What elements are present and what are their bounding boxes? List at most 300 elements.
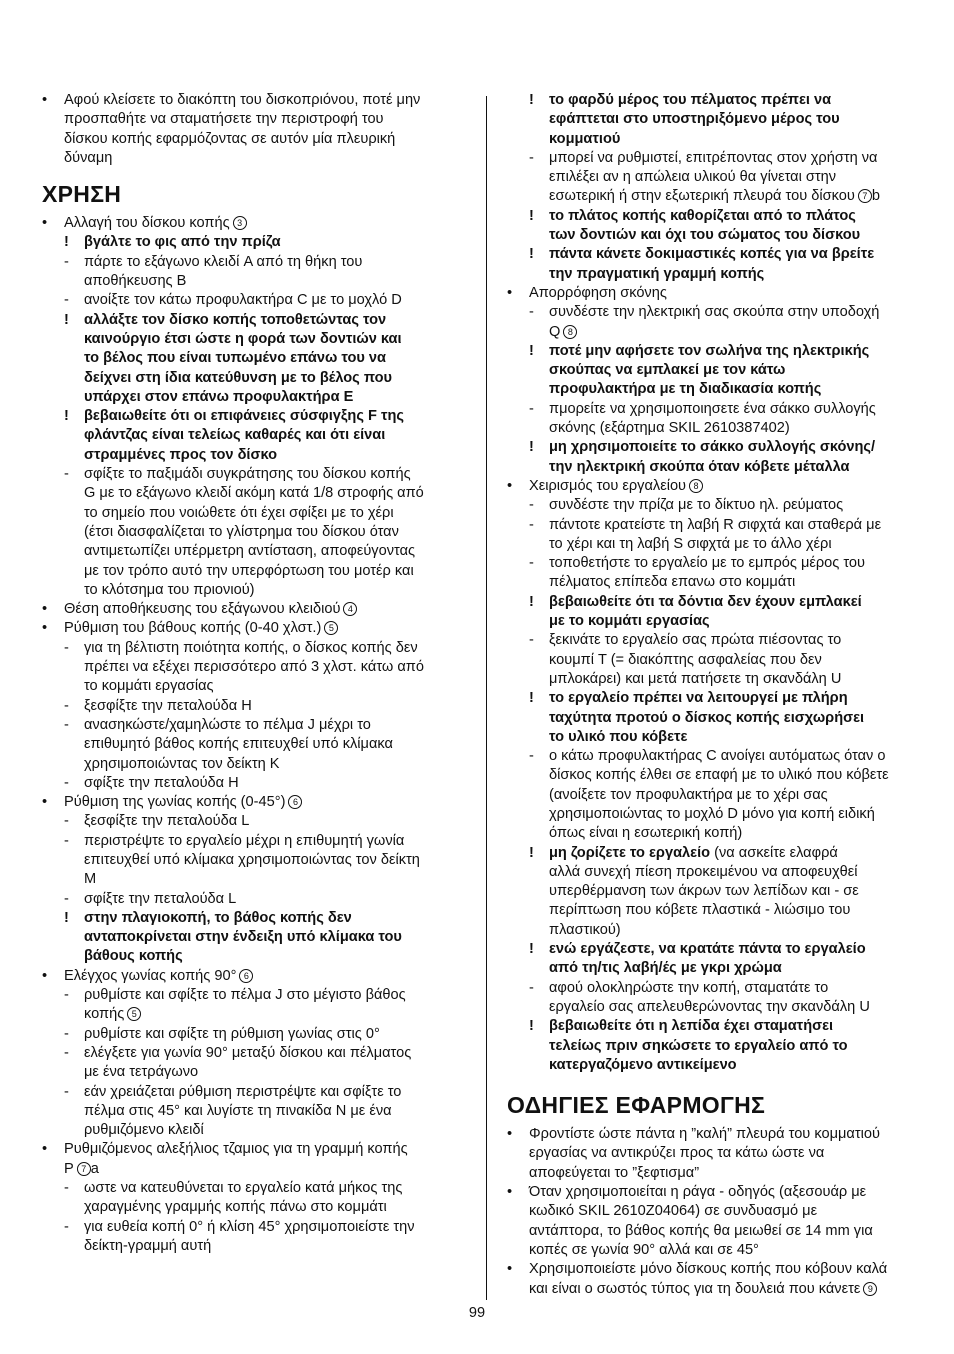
- line-text: ρυθμιζόμενο κλειδί: [84, 1122, 204, 1139]
- line-text: το κομμάτι εργασίας: [84, 678, 214, 695]
- figure-reference-number: 8: [689, 479, 703, 493]
- line-text: το εργαλείο πρέπει να λειτουργεί με πλήρη: [549, 690, 848, 707]
- text-line: [507, 1260, 912, 1279]
- text-line: [507, 265, 912, 284]
- line-text: και είναι ο σωστός τύπος για τη δουλειά που κάνετε: [529, 1280, 861, 1297]
- text-line: [42, 774, 465, 793]
- line-text: το υλικό που κόβετε: [549, 728, 688, 745]
- dash-marker: -: [529, 748, 534, 765]
- text-line: [507, 1280, 912, 1299]
- line-text: Ελέγχος γωνίας κοπής 90°: [64, 967, 237, 984]
- text-line: [42, 1198, 465, 1217]
- line-text: ελέγξετε για γωνία 90° μεταξύ δίσκου και πέλματος: [84, 1044, 412, 1061]
- line-text: το χέρι και τη λαβή S σιφχτά με το άλλο χέρι: [549, 535, 832, 552]
- text-line: [507, 1056, 912, 1075]
- text-line: [42, 562, 465, 581]
- text-line: [507, 400, 912, 419]
- figure-reference-number: 5: [127, 1007, 141, 1021]
- figure-reference-number: 4: [343, 602, 357, 616]
- line-text: το βέλος που είναι τυπωμένο επάνω του να: [84, 350, 386, 367]
- bullet-marker: •: [507, 1184, 513, 1201]
- line-text: εάν χρειάζεται ρύθμιση περιστρέψτε και σφίξτε το: [84, 1083, 402, 1100]
- dash-marker: -: [64, 890, 69, 907]
- line-text: υπερθέρμανση των άκρων των λεπίδων και - σε: [549, 883, 859, 900]
- line-text: κωδικό SKIL 2610Z04064) σε συνδυασμό με: [529, 1203, 818, 1220]
- text-line: [42, 465, 465, 484]
- text-line: [42, 311, 465, 330]
- text-line: [507, 91, 912, 110]
- bullet-marker: •: [507, 1261, 513, 1278]
- text-line: [42, 253, 465, 272]
- line-text: χρησιμοποιώντας τον δείκτη K: [84, 755, 280, 772]
- left-column: [42, 91, 465, 1256]
- text-line: [507, 979, 912, 998]
- line-text: ο κάτω προφυλακτήρας C ανοίγει αυτόματως όταν ο: [549, 748, 886, 765]
- bullet-marker: •: [42, 620, 48, 637]
- line-text: M: [84, 871, 97, 888]
- line-text: αλλάξτε τον δίσκο κοπής τοποθετώντας τον: [84, 311, 387, 328]
- line-text: αλλά συνεχή πίεση προκειμένου να αποφευχθεί: [549, 863, 858, 880]
- line-text: κοπής: [84, 1006, 125, 1023]
- text-line: [507, 709, 912, 728]
- text-line: [42, 986, 465, 1005]
- column-divider: [486, 96, 487, 1300]
- line-text: προφυλακτήρα με τη διαδικασία κοπής: [549, 381, 822, 398]
- figure-reference-number: 5: [324, 621, 338, 635]
- line-text: πέλματος επίπεδα επανω στο κομμάτι: [549, 574, 796, 591]
- line-text: επιθυμητό βάθος κοπής επιτευχθεί υπό κλίμακα: [84, 736, 393, 753]
- text-line: [507, 612, 912, 631]
- bullet-marker: •: [42, 1141, 48, 1158]
- line-text: πάρτε το εξάγωνο κλειδί A από τη θήκη του: [84, 253, 363, 270]
- dash-marker: -: [64, 832, 69, 849]
- bullet-marker: •: [42, 601, 48, 618]
- text-line: [42, 1044, 465, 1063]
- text-line: [507, 323, 912, 342]
- warning-marker: !: [529, 439, 534, 456]
- text-line: [42, 369, 465, 388]
- line-text: εφάπτεται στο υποστηριξόμενο μέρος του: [549, 111, 840, 128]
- line-text: επιτευχθεί υπό κλίμακα χρησιμοποιώντας τον δείκτη: [84, 851, 420, 868]
- line-text: σφίξτε το παξιμάδι συγκράτησης του δίσκου κοπής: [84, 466, 411, 483]
- line-text: για ευθεία κοπή 0° ή κλίση 45° χρησιμοποιείστε την: [84, 1218, 415, 1235]
- text-line: [507, 419, 912, 438]
- line-text: Ρύθμιση της γωνίας κοπής (0-45°): [64, 794, 286, 811]
- line-text: στραμμένες προς τον δίσκο: [84, 446, 278, 463]
- line-text: κουμπί T (= διακόπτης ασφαλείας που δεν: [549, 651, 822, 668]
- text-line: [507, 516, 912, 535]
- text-line: [42, 697, 465, 716]
- warning-marker: !: [529, 941, 534, 958]
- intro-list: [42, 91, 465, 168]
- text-line: [42, 1179, 465, 1198]
- text-line: [42, 1005, 465, 1024]
- text-line: [42, 600, 465, 619]
- line-text: μπλοκάρει) και μετά πατήσετε τη σκανδάλη U: [549, 670, 842, 687]
- line-text: Θέση αποθήκευσης του εξάγωνου κλειδιού: [64, 601, 341, 618]
- text-line: [507, 593, 912, 612]
- text-line: [42, 832, 465, 851]
- section-heading-application-tips: ΟΔΗΓΙΕΣ ΕΦΑΡΜΟΓΗΣ: [507, 1092, 766, 1119]
- line-text: βάθους κοπής: [84, 948, 183, 965]
- line-text: (έτσι διασφαλίζεται το γλίστρημα του δίσκου όταν: [84, 523, 399, 540]
- text-line: [42, 581, 465, 600]
- text-line: [507, 747, 912, 766]
- text-line: [507, 1017, 912, 1036]
- text-line: [507, 1125, 912, 1144]
- text-line: [507, 361, 912, 380]
- line-text: με ένα τετράγωνο: [84, 1064, 199, 1081]
- line-text-suffix: b: [871, 188, 880, 205]
- line-text: ταχύτητα προτού ο δίσκος κοπής εισχωρήσει: [549, 709, 865, 726]
- dash-marker: -: [529, 304, 534, 321]
- line-text: βεβαιωθείτε ότι τα δόντια δεν έχουν εμπλακεί: [549, 593, 862, 610]
- line-text: φλάντζας είναι τελείως καθαρές και ότι είναι: [84, 427, 386, 444]
- text-line: [42, 1025, 465, 1044]
- line-text: Αφού κλείσετε το διακόπτη του δισκοπριόνου, ποτέ μην: [64, 92, 421, 108]
- text-line: [507, 110, 912, 129]
- line-text: την ηλεκτρική σκούπα όταν κόβετε μέταλλα: [549, 458, 850, 475]
- text-line: [42, 542, 465, 561]
- line-text: περίπτωση που κόβετε πλαστικά - λιώσιμο του: [549, 902, 851, 919]
- dash-marker: -: [64, 697, 69, 714]
- text-line: [507, 728, 912, 747]
- warning-marker: !: [529, 342, 534, 359]
- text-line: [42, 330, 465, 349]
- dash-marker: -: [529, 555, 534, 572]
- figure-reference-number: 8: [563, 325, 577, 339]
- line-text: ανταποκρίνεται στην ένδειξη υπό κλίμακα του: [84, 929, 402, 946]
- line-text: την πραγματική γραμμή κοπής: [549, 265, 765, 282]
- page-number: 99: [468, 1305, 486, 1321]
- text-line: [42, 523, 465, 542]
- dash-marker: -: [529, 149, 534, 166]
- line-text: κομματιού: [549, 130, 621, 147]
- line-text: υπάρχει στον επάνω προφυλακτήρα E: [84, 388, 354, 405]
- line-text: το πλάτος κοπής καθορίζεται από το πλάτος: [549, 207, 856, 224]
- text-line: [42, 812, 465, 831]
- text-line: [507, 1164, 912, 1183]
- text-line: [42, 755, 465, 774]
- line-text: για τη βέλτιστη ποιότητα κοπής, ο δίσκος κοπής δεν: [84, 639, 418, 656]
- line-text: με το κομμάτι εργασίας: [549, 613, 710, 630]
- line-text: μη χρησιμοποιείτε το σάκκο συλλογής σκόνης/: [549, 439, 876, 456]
- text-line: [42, 851, 465, 870]
- line-text-suffix: a: [90, 1160, 99, 1177]
- dash-marker: -: [64, 1025, 69, 1042]
- bullet-marker: •: [507, 284, 513, 301]
- line-text: ποτέ μην αφήσετε τον σωλήνα της ηλεκτρικής: [549, 342, 870, 359]
- text-line: [507, 998, 912, 1017]
- text-line: [507, 1202, 912, 1221]
- text-line: [507, 245, 912, 264]
- line-text: πάντοτε κρατείστε τη λαβή R σιφχτά και σταθερά με: [549, 516, 882, 533]
- line-text: επιλέξει αν η απώλεια υλικού θα γίνεται στην: [549, 169, 837, 186]
- line-text: αποφεύγεται το ”ξεφτισμα”: [529, 1164, 700, 1181]
- dash-marker: -: [64, 639, 69, 656]
- warning-marker: !: [529, 844, 534, 861]
- bullet-marker: •: [507, 1126, 513, 1143]
- text-line: [42, 233, 465, 252]
- line-text: Ρυθμιζόμενος αλεξήλιος τζαμιος για τη γραμμή κοπής: [64, 1141, 408, 1158]
- line-text: σφίξτε την πεταλούδα H: [84, 774, 239, 791]
- bullet-marker: •: [42, 215, 48, 232]
- text-line: [42, 110, 465, 129]
- bullet-marker: •: [42, 794, 48, 811]
- text-line: [42, 870, 465, 889]
- dash-marker: -: [529, 516, 534, 533]
- line-text: Όταν χρησιμοποιείται η ράγα - οδηγός (αξεσουάρ με: [529, 1184, 867, 1201]
- warning-marker: !: [529, 207, 534, 224]
- dash-marker: -: [529, 400, 534, 417]
- text-line: [42, 639, 465, 658]
- line-text: μη ζορίζετε το εργαλείο: [549, 844, 711, 861]
- bullet-marker: •: [42, 967, 48, 984]
- text-line: [507, 901, 912, 920]
- text-line: [507, 824, 912, 843]
- text-line: [42, 619, 465, 638]
- text-line: [507, 921, 912, 940]
- text-line: [42, 349, 465, 368]
- line-text: ρυθμίστε και σφίξτε το πέλμα J στο μέγιστο βάθος: [84, 987, 406, 1004]
- text-line: [42, 1121, 465, 1140]
- line-text: χρησιμοποιώντας το μοχλό D μόνο για κοπή ειδική: [549, 805, 875, 822]
- line-text: σκούπας να εμπλακεί με τον κάτω: [549, 362, 786, 379]
- text-line: [507, 187, 912, 206]
- line-text: αντάπτορα, το βάθος κοπής θα μειωθεί σε 14 mm για: [529, 1222, 873, 1239]
- line-text: δίσκος κοπής έλθει σε επαφή με το υλικό που κόβετε: [549, 767, 889, 784]
- line-text: μπορεί να ρυθμιστεί, επιτρέποντας στον χρήστη να: [549, 149, 878, 166]
- line-text-suffix: (να ασκείτε ελαφρά: [710, 844, 838, 861]
- text-line: [507, 226, 912, 245]
- text-line: [42, 504, 465, 523]
- line-text: από τη/τις λαβή/ές με γκρι χρώμα: [549, 960, 782, 977]
- line-text: περιστρέψτε το εργαλείο μέχρι η επιθυμητή γωνία: [84, 832, 405, 849]
- line-text: πλαστικού): [549, 921, 621, 938]
- line-text: πμορείτε να χρησιμοποιησετε ένα σάκκο συλλογής: [549, 400, 876, 417]
- text-line: [42, 484, 465, 503]
- line-text: ξεκινάτε το εργαλείο σας πρώτα πιέσοντας το: [549, 632, 842, 649]
- line-text: G με το εξάγωνο κλειδί ακόμη κατά 1/8 στροφής από: [84, 485, 424, 502]
- figure-reference-number: 6: [239, 969, 253, 983]
- line-text: τοποθετήστε το εργαλείο με το εμπρός μέρος του: [549, 555, 866, 572]
- text-line: [507, 1222, 912, 1241]
- line-text: το φαρδύ μέρος του πέλματος πρέπει να: [549, 92, 832, 108]
- text-line: [42, 677, 465, 696]
- line-text: πρέπει να εξέχει περισσότερο από 3 χλστ. κάτω από: [84, 659, 424, 676]
- bullet-marker: •: [507, 477, 513, 494]
- text-line: [507, 1241, 912, 1260]
- line-text: εσωτερική ή στην εξωτερική πλευρά του δίσκου: [549, 188, 855, 205]
- line-text: ρυθμίστε και σφίξτε τη ρύθμιση γωνίας στις 0°: [84, 1025, 380, 1042]
- line-text: με τον τρόπο αυτό την υπερφόρτωση του μοτέρ και: [84, 562, 414, 579]
- text-line: [42, 426, 465, 445]
- line-text: ανοίξτε τον κάτω προφυλακτήρα C με το μοχλό D: [84, 292, 402, 309]
- text-line: [507, 863, 912, 882]
- text-line: [42, 928, 465, 947]
- line-text: Απορρόφηση σκόνης: [529, 284, 667, 301]
- text-line: [507, 535, 912, 554]
- line-text: δείκτη-γραμμή αυτή: [84, 1237, 212, 1254]
- warning-marker: !: [529, 92, 534, 108]
- warning-marker: !: [529, 690, 534, 707]
- text-line: [42, 149, 465, 168]
- line-text: το σημείο που νοιώθετε ότι έχει σφίξει με το χέρι: [84, 504, 394, 521]
- text-line: [507, 631, 912, 650]
- line-text: Αλλαγή του δίσκου κοπής: [64, 215, 230, 232]
- line-text: εργασίας να αντικρύζει προς τα κάτω ώστε να: [529, 1145, 825, 1162]
- text-line: [507, 554, 912, 573]
- text-line: [507, 940, 912, 959]
- line-text: πέλμα στις 45° και λυγίστε τη πινακίδα N με ένα: [84, 1102, 392, 1119]
- line-text: Χειρισμός του εργαλείου: [529, 477, 687, 494]
- line-text: (ανοίξετε τον προφυλακτήρα με το χέρι σας: [549, 786, 828, 803]
- dash-marker: -: [64, 1044, 69, 1061]
- line-text: συνδέστε την πρίζα με το δίκτυο ηλ. ρεύματος: [549, 497, 844, 514]
- right-column: [507, 91, 912, 1299]
- line-text: βεβαιωθείτε ότι η λεπίδα έχει σταματήσει: [549, 1018, 834, 1035]
- line-text: στην πλαγιοκοπή, το βάθος κοπής δεν: [84, 909, 352, 926]
- text-line: [42, 735, 465, 754]
- usage-instructions-continued-list: [507, 91, 912, 1075]
- dash-marker: -: [529, 979, 534, 996]
- text-line: [507, 573, 912, 592]
- text-line: [42, 1160, 465, 1179]
- line-text: καινούργιο έτσι ώστε η φορά των δοντιών και: [84, 330, 402, 347]
- text-line: [42, 130, 465, 149]
- text-line: [42, 446, 465, 465]
- text-line: [507, 805, 912, 824]
- line-text: Q: [549, 323, 561, 340]
- text-line: [507, 168, 912, 187]
- text-line: [507, 477, 912, 496]
- line-text: Χρησιμοποιείστε μόνο δίσκους κοπής που κόβουν καλά: [529, 1261, 888, 1278]
- warning-marker: !: [64, 234, 69, 251]
- text-line: [42, 1218, 465, 1237]
- text-line: [42, 1083, 465, 1102]
- warning-marker: !: [529, 593, 534, 610]
- dash-marker: -: [64, 466, 69, 483]
- usage-instructions-list: [42, 214, 465, 1256]
- dash-marker: -: [64, 1218, 69, 1235]
- text-line: [507, 149, 912, 168]
- figure-reference-number: 3: [233, 216, 247, 230]
- text-line: [42, 272, 465, 291]
- line-text: όπως είναι η εσωτερική κοπή): [549, 825, 743, 842]
- application-tips-list: [507, 1125, 912, 1299]
- dash-marker: -: [529, 632, 534, 649]
- line-text: ενώ εργάζεστε, να κρατάτε πάντα το εργαλείο: [549, 941, 866, 958]
- figure-reference-number: 7: [77, 1162, 91, 1176]
- text-line: [42, 1102, 465, 1121]
- text-line: [507, 207, 912, 226]
- text-line: [42, 967, 465, 986]
- line-text: P: [64, 1160, 74, 1177]
- text-line: [507, 496, 912, 515]
- line-text: ξεσφίξτε την πεταλούδα L: [84, 813, 250, 830]
- line-text: δείχνει στη ίδια κατεύθυνση με το βέλος που: [84, 369, 392, 386]
- text-line: [507, 458, 912, 477]
- warning-marker: !: [64, 311, 69, 328]
- bullet-marker: •: [42, 92, 48, 108]
- text-line: [42, 291, 465, 310]
- text-line: [507, 130, 912, 149]
- dash-marker: -: [64, 774, 69, 791]
- text-line: [507, 651, 912, 670]
- text-line: [42, 716, 465, 735]
- line-text: δίσκου κοπής εφαρμόζοντας σε αυτόν μία πλευρική: [64, 130, 396, 147]
- line-text: ωστε να κατευθύνεται το εργαλείο κατά μήκος της: [84, 1180, 403, 1197]
- text-line: [507, 438, 912, 457]
- line-text: χαραγμένης γραμμής κοπής πάνω στο κομμάτι: [84, 1199, 387, 1216]
- dash-marker: -: [64, 253, 69, 270]
- text-line: [42, 947, 465, 966]
- dash-marker: -: [64, 292, 69, 309]
- line-text: τελείως πριν σηκώσετε το εργαλείο από το: [549, 1037, 848, 1054]
- dash-marker: -: [529, 497, 534, 514]
- text-line: [507, 1144, 912, 1163]
- line-text: των δοντιών και όχι του σώματος του δίσκου: [549, 227, 861, 244]
- warning-marker: !: [64, 408, 69, 425]
- text-line: [507, 284, 912, 303]
- line-text: αποθήκευσης B: [84, 273, 187, 290]
- line-text: δύναμη: [64, 149, 113, 166]
- line-text: Φροντίστε ώστε πάντα η ”καλή” πλευρά του κομματιού: [529, 1126, 880, 1143]
- text-line: [42, 91, 465, 110]
- text-line: [42, 1063, 465, 1082]
- line-text: προσπαθήτε να σταματήσετε την περιστροφή του: [64, 111, 384, 128]
- text-line: [42, 793, 465, 812]
- text-line: [42, 890, 465, 909]
- warning-marker: !: [529, 246, 534, 263]
- figure-reference-number: 6: [288, 795, 302, 809]
- line-text: αφού ολοκληρώστε την κοπή, σταματάτε το: [549, 979, 829, 996]
- text-line: [507, 766, 912, 785]
- line-text: ανασηκώστε/χαμηλώστε το πέλμα J μέχρι το: [84, 716, 371, 733]
- dash-marker: -: [64, 1180, 69, 1197]
- line-text: το κλότσημα του πριονιού): [84, 581, 255, 598]
- text-line: [507, 670, 912, 689]
- text-line: [42, 1237, 465, 1256]
- text-line: [42, 1140, 465, 1159]
- line-text: ξεσφίξτε την πεταλούδα H: [84, 697, 252, 714]
- dash-marker: -: [64, 987, 69, 1004]
- text-line: [507, 689, 912, 708]
- text-line: [507, 844, 912, 863]
- text-line: [507, 959, 912, 978]
- text-line: [507, 882, 912, 901]
- text-line: [42, 407, 465, 426]
- line-text: σφίξτε την πεταλούδα L: [84, 890, 237, 907]
- dash-marker: -: [64, 716, 69, 733]
- line-text: σκόνης (εξάρτημα SKIL 2610387402): [549, 420, 790, 437]
- text-line: [42, 214, 465, 233]
- text-line: [507, 380, 912, 399]
- text-line: [507, 303, 912, 322]
- line-text: εργαλείο σας απελευθερώνοντας την σκανδάλη U: [549, 998, 870, 1015]
- dash-marker: -: [64, 813, 69, 830]
- warning-marker: !: [64, 909, 69, 926]
- section-heading-usage: ΧΡΗΣΗ: [42, 181, 122, 208]
- text-line: [507, 1037, 912, 1056]
- dash-marker: -: [64, 1083, 69, 1100]
- line-text: κοπές σε γωνία 90° αλλά και σε 45°: [529, 1241, 759, 1258]
- line-text: αντιμετωπίζει υπέρμετρη αντίσταση, αποφεύγοντας: [84, 543, 416, 560]
- text-line: [507, 1183, 912, 1202]
- text-line: [507, 342, 912, 361]
- line-text: βγάλτε το φις από την πρίζα: [84, 234, 281, 251]
- line-text: Ρύθμιση του βάθους κοπής (0-40 χλστ.): [64, 620, 322, 637]
